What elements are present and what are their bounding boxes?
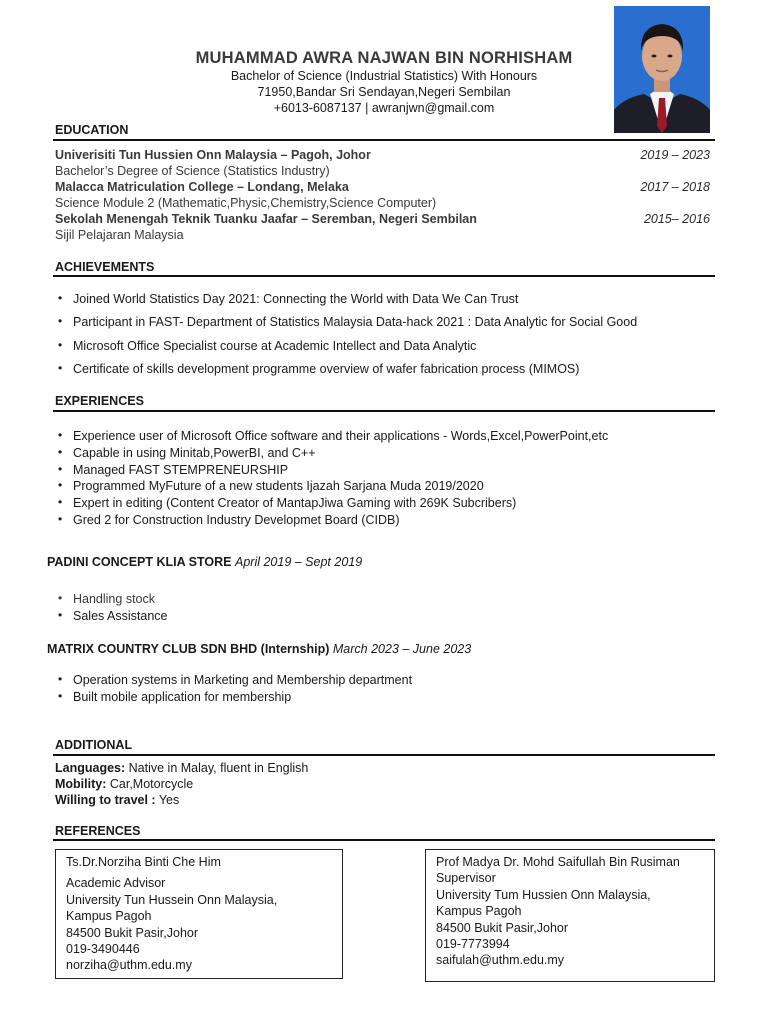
header-degree: Bachelor of Science (Industrial Statistics) With Honours <box>230 69 538 83</box>
education-dates: 2019 – 2023 <box>640 148 710 162</box>
languages-label: Languages: <box>55 761 126 775</box>
reference-campus: Kampus Pagoh <box>436 904 522 919</box>
mobility-value: Car,Motorcycle <box>109 777 194 791</box>
reference-city: 84500 Bukit Pasir,Johor <box>66 925 199 940</box>
reference-phone: 019-3490446 <box>66 942 140 957</box>
job-duties-list <box>55 592 715 626</box>
mobility-label: Mobility: <box>55 777 107 791</box>
education-institution: Sekolah Menengah Teknik Tuanku Jaafar – Seremban, Negeri Sembilan <box>55 212 477 226</box>
reference-city: 84500 Bukit Pasir,Johor <box>436 920 569 935</box>
references-title: REFERENCES <box>55 824 141 838</box>
reference-role: Academic Advisor <box>66 876 166 891</box>
additional-title: ADDITIONAL <box>55 738 133 752</box>
header-contact: +6013-6087137 | awranjwn@gmail.com <box>273 101 495 115</box>
resume-name: MUHAMMAD AWRA NAJWAN BIN NORHISHAM <box>195 49 573 67</box>
experiences-title: EXPERIENCES <box>55 394 144 408</box>
experiences-list <box>55 429 715 530</box>
languages-line <box>55 761 308 775</box>
education-institution: Malacca Matriculation College – Londang, Melaka <box>55 180 349 194</box>
education-detail: Sijil Pelajaran Malaysia <box>55 228 184 242</box>
experiences-divider <box>53 410 715 412</box>
travel-label: Willing to travel : <box>55 793 156 807</box>
list-item: • Programmed MyFuture of a new students Ijazah Sarjana Muda 2019/2020 <box>55 479 715 496</box>
reference-email: norziha@uthm.edu.my <box>66 958 192 973</box>
list-item: • Experience user of Microsoft Office software and their applications - Words,Excel,PowerPoint,etc <box>55 429 715 446</box>
list-item: • Built mobile application for membership <box>55 690 715 707</box>
education-title: EDUCATION <box>55 123 129 137</box>
list-item: • Joined World Statistics Day 2021: Connecting the World with Data We Can Trust <box>55 292 715 315</box>
job-heading <box>47 555 362 569</box>
list-item: • Gred 2 for Construction Industry Developmet Board (CIDB) <box>55 513 715 530</box>
list-item: • Managed FAST STEMPRENEURSHIP <box>55 463 715 480</box>
job-company: PADINI CONCEPT KLIA STORE <box>47 555 232 569</box>
references-divider <box>53 839 715 841</box>
education-dates: 2017 – 2018 <box>640 180 710 194</box>
list-item: • Capable in using Minitab,PowerBI, and C++ <box>55 446 715 463</box>
job-dates: April 2019 – Sept 2019 <box>235 555 363 569</box>
reference-card-supervisor <box>425 849 715 982</box>
header-address: 71950,Bandar Sri Sendayan,Negeri Sembilan <box>257 85 511 99</box>
mobility-line <box>55 777 193 791</box>
additional-divider <box>53 754 715 756</box>
achievements-list <box>55 292 715 385</box>
education-detail: Science Module 2 (Mathematic,Physic,Chemistry,Science Computer) <box>55 196 437 210</box>
job-dates: March 2023 – June 2023 <box>332 642 472 656</box>
list-item: • Certificate of skills development programme overview of wafer fabrication process (MIMOS) <box>55 362 715 385</box>
travel-line <box>55 793 179 807</box>
list-item: • Participant in FAST- Department of Statistics Malaysia Data-hack 2021 : Data Analytic for Social Good <box>55 315 715 338</box>
reference-card-advisor <box>55 849 343 979</box>
reference-phone: 019-7773994 <box>436 937 510 952</box>
list-item: • Sales Assistance <box>55 609 715 626</box>
list-item: • Operation systems in Marketing and Membership department <box>55 673 715 690</box>
list-item: • Expert in editing (Content Creator of MantapJiwa Gaming with 269K Subcribers) <box>55 496 715 513</box>
education-divider <box>53 139 715 141</box>
education-institution: Univerisiti Tun Hussien Onn Malaysia – Pagoh, Johor <box>55 148 371 162</box>
list-item: • Handling stock <box>55 592 715 609</box>
reference-name: Prof Madya Dr. Mohd Saifullah Bin Rusiman <box>436 855 680 869</box>
job-heading <box>47 642 471 656</box>
reference-email: saifulah@uthm.edu.my <box>436 953 565 968</box>
reference-role: Supervisor <box>436 871 496 886</box>
reference-campus: Kampus Pagoh <box>66 909 152 924</box>
travel-value: Yes <box>158 793 180 807</box>
achievements-divider <box>53 275 715 277</box>
education-detail: Bachelor’s Degree of Science (Statistics Industry) <box>55 164 330 178</box>
job-duties-list <box>55 673 715 707</box>
achievements-title: ACHIEVEMENTS <box>55 260 155 274</box>
education-dates: 2015– 2016 <box>643 212 710 226</box>
list-item: • Microsoft Office Specialist course at Academic Intellect and Data Analytic <box>55 339 715 362</box>
languages-value: Native in Malay, fluent in English <box>128 761 309 775</box>
reference-name: Ts.Dr.Norziha Binti Che Him <box>66 855 221 869</box>
profile-photo <box>614 6 710 133</box>
reference-org: University Tun Hussein Onn Malaysia, <box>66 892 278 907</box>
reference-org: University Tum Hussien Onn Malaysia, <box>436 887 651 902</box>
job-company: MATRIX COUNTRY CLUB SDN BHD (Internship) <box>47 642 330 656</box>
